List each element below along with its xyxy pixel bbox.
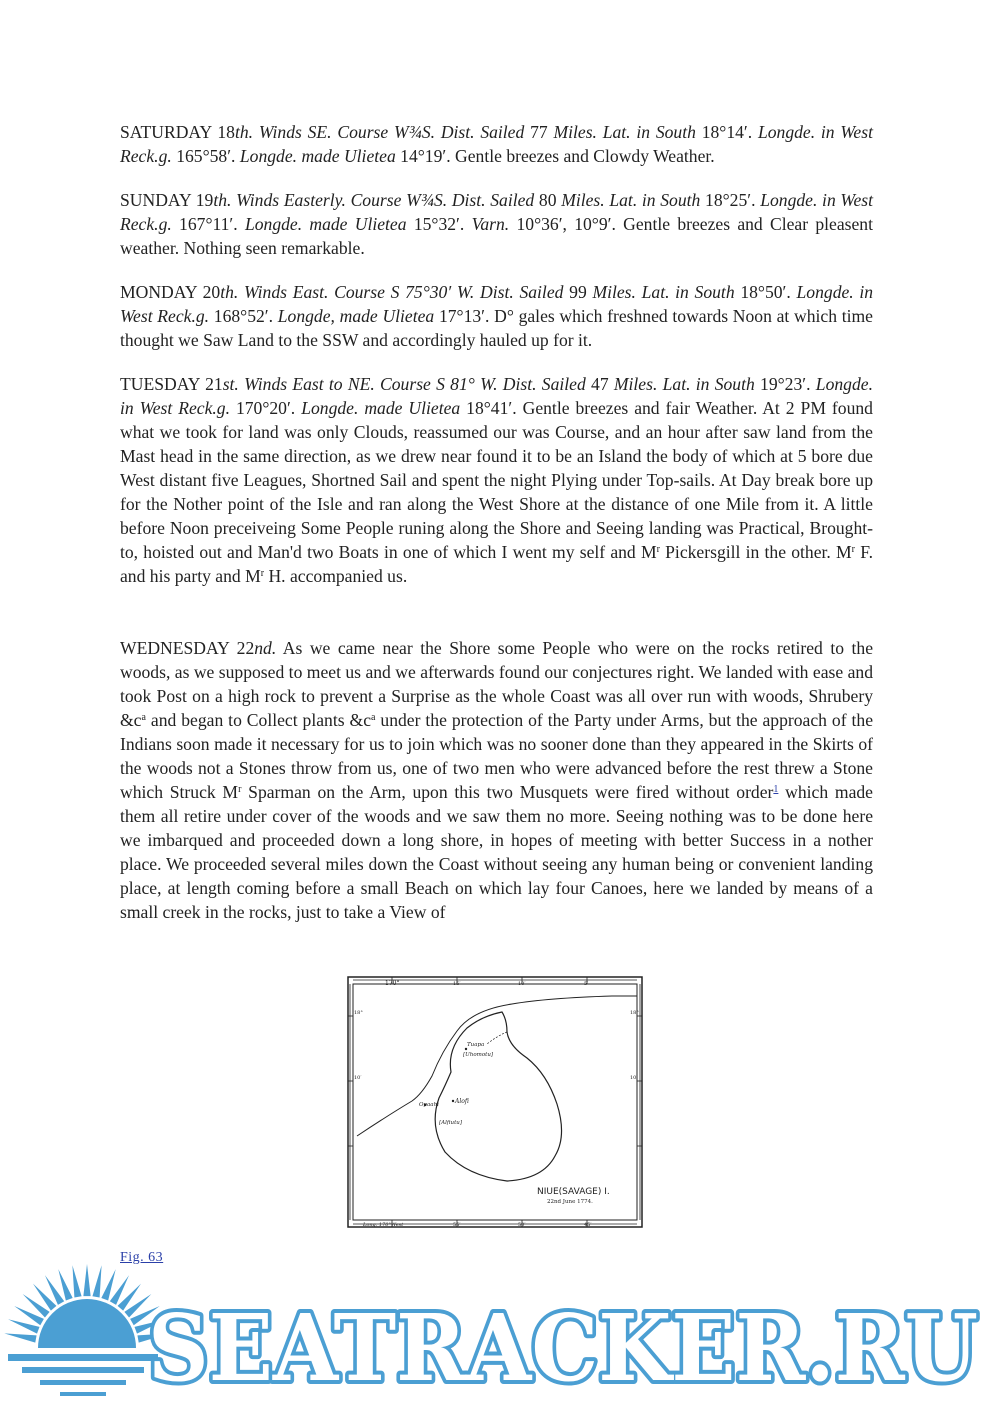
place-uhomotu: [Uhomotu] <box>463 1052 494 1058</box>
map-lat-right-mid: 10′ <box>630 1075 638 1081</box>
sun-ray <box>72 1265 81 1297</box>
sun-ray <box>58 1269 72 1300</box>
map-bottom-lon-45: 45′ <box>584 1222 592 1228</box>
log-entry-monday: MONDAY 20th. Winds East. Course S 75°30′ W. Dist. Sailed 99 Miles. Lat. in South 18°50′. Longde. in West Reck.g. 168°52′. Longde, made Ulietea 17°13′. D° gales which freshned towards Noon at which time thought we Saw Land to the SSW and accordingly hauled up for it. <box>120 282 874 350</box>
map-lat-left-top: 18° <box>354 1010 363 1016</box>
place-alfiutu: [Alfiutu] <box>439 1120 462 1126</box>
log-entry-tuesday: TUESDAY 21st. Winds East to NE. Course S 81° W. Dist. Sailed 47 Miles. Lat. in South 19°23′. Longde. in West Reck.g. 170°20′. Longde. made Ulietea 18°41′. Gentle breezes and fair Weather. At 2 PM found what we took for land was only Clouds, reassumed our was Course, and an hour after saw land from the Mast head in the same direction, as we drew near found it to be an Island the body of which at 5 bore due West distant five Leagues, Shortned Sail and spent the night Plying under Top-sails. At Day break bore up for the Nother point of the Isle and ran along the West Shore at the distance of one Mile from it. A little before Noon preceiveing Some People runing along the Shore and Seeing landing was Practical, Brought-to, hoisted out and Man'd two Boats in one of which I went my self and $M^r$ Pickersgill in the other. $M^r$ F. and his party and $M^r$ H. accompanied us. <box>120 374 873 586</box>
map-bottom-lon-50: 50′ <box>518 1222 526 1228</box>
footnote-link[interactable]: 1 <box>773 784 779 795</box>
watermark-text: SEATRACKER.RU <box>148 1294 978 1402</box>
map-title: NIUE(SAVAGE) I. <box>537 1187 610 1197</box>
tuapa-marker <box>465 1048 467 1050</box>
sun-ray <box>92 1265 101 1297</box>
figure-63-link[interactable]: Fig. 63 <box>120 1250 164 1265</box>
log-entry-saturday: SATURDAY 18th. Winds SE. Course W¾S. Dist. Sailed 77 Miles. Lat. in South 18°14′. Longde. in West Reck.g. 165°58′. Longde. made Ulietea 14°19′. Gentle breezes and Clowdy Weather. <box>120 122 873 166</box>
map-bottom-lon-label: Long. 170°West <box>363 1222 404 1228</box>
map-date: 22nd June 1774. <box>547 1199 593 1205</box>
place-tuapa: Tuapa <box>467 1042 485 1048</box>
map-bottom-lon-55: 55′ <box>453 1222 461 1228</box>
place-alofi: Alofi <box>455 1098 469 1105</box>
sun-icon <box>0 1264 171 1404</box>
alofi-marker <box>452 1100 454 1102</box>
sun-ray <box>4 1333 36 1342</box>
map-top-lon-170: 170° <box>385 980 400 987</box>
map-lat-right-top: 18° <box>630 1010 639 1016</box>
sun-ray <box>8 1319 39 1333</box>
log-entry-sunday: SUNDAY 19th. Winds Easterly. Course W¾S. Dist. Sailed 80 Miles. Lat. in South 18°25′. Longde. in West Reck.g. 167°11′. Longde. made Ulietea 15°32′. Varn. 10°36′, 10°9′. Gentle breezes and Clear pleasent weather. Nothing seen remarkable. <box>120 190 874 258</box>
map-top-lon-5: 5′ <box>584 981 589 987</box>
niue-map-figure <box>347 976 643 1228</box>
sun-ray <box>83 1264 90 1296</box>
map-lat-left-mid: 10′ <box>354 1075 362 1081</box>
map-top-lon-15: 15′ <box>453 981 461 987</box>
log-entry-wednesday: WEDNESDAY 22nd. As we came near the Shore some People who were on the rocks retired to the woods, as we supposed to meet us and we afterwards found our conjectures right. We landed with ease and took Post on a high rock to prevent a Surprise as the whole Coast was all over run with woods, Shrubery $\&c^a$ and began to Collect plants $\&c^a$ under the protection of the Party under Arms, but the approach of the Indians soon made it necessary for us to join which was no sooner done than they appeared in the Skirts of the woods not a Stones throw from us, one of two men who were advanced before the rest threw a Stone which Struck $M^r$ Sparman on the Arm, upon this two Musquets were fired without order$^1$ which made them all retire under cover of the woods and we saw them no more. Seeing nothing was to be done here we imbarqued and proceeded down a long shore, in hopes of meeting with better Success in a nother place. We proceeded several miles down the Coast without seeing any human being or convenient landing place, at length coming before a small Beach on which lay four Canoes, here we landed by means of a small creek in the rocks, just to take a View of <box>120 638 874 922</box>
place-opaahi: Opaahi <box>419 1102 439 1108</box>
seatracker-watermark <box>0 1262 993 1404</box>
map-top-lon-10: 10′ <box>518 981 526 987</box>
sun-ray <box>101 1269 115 1300</box>
